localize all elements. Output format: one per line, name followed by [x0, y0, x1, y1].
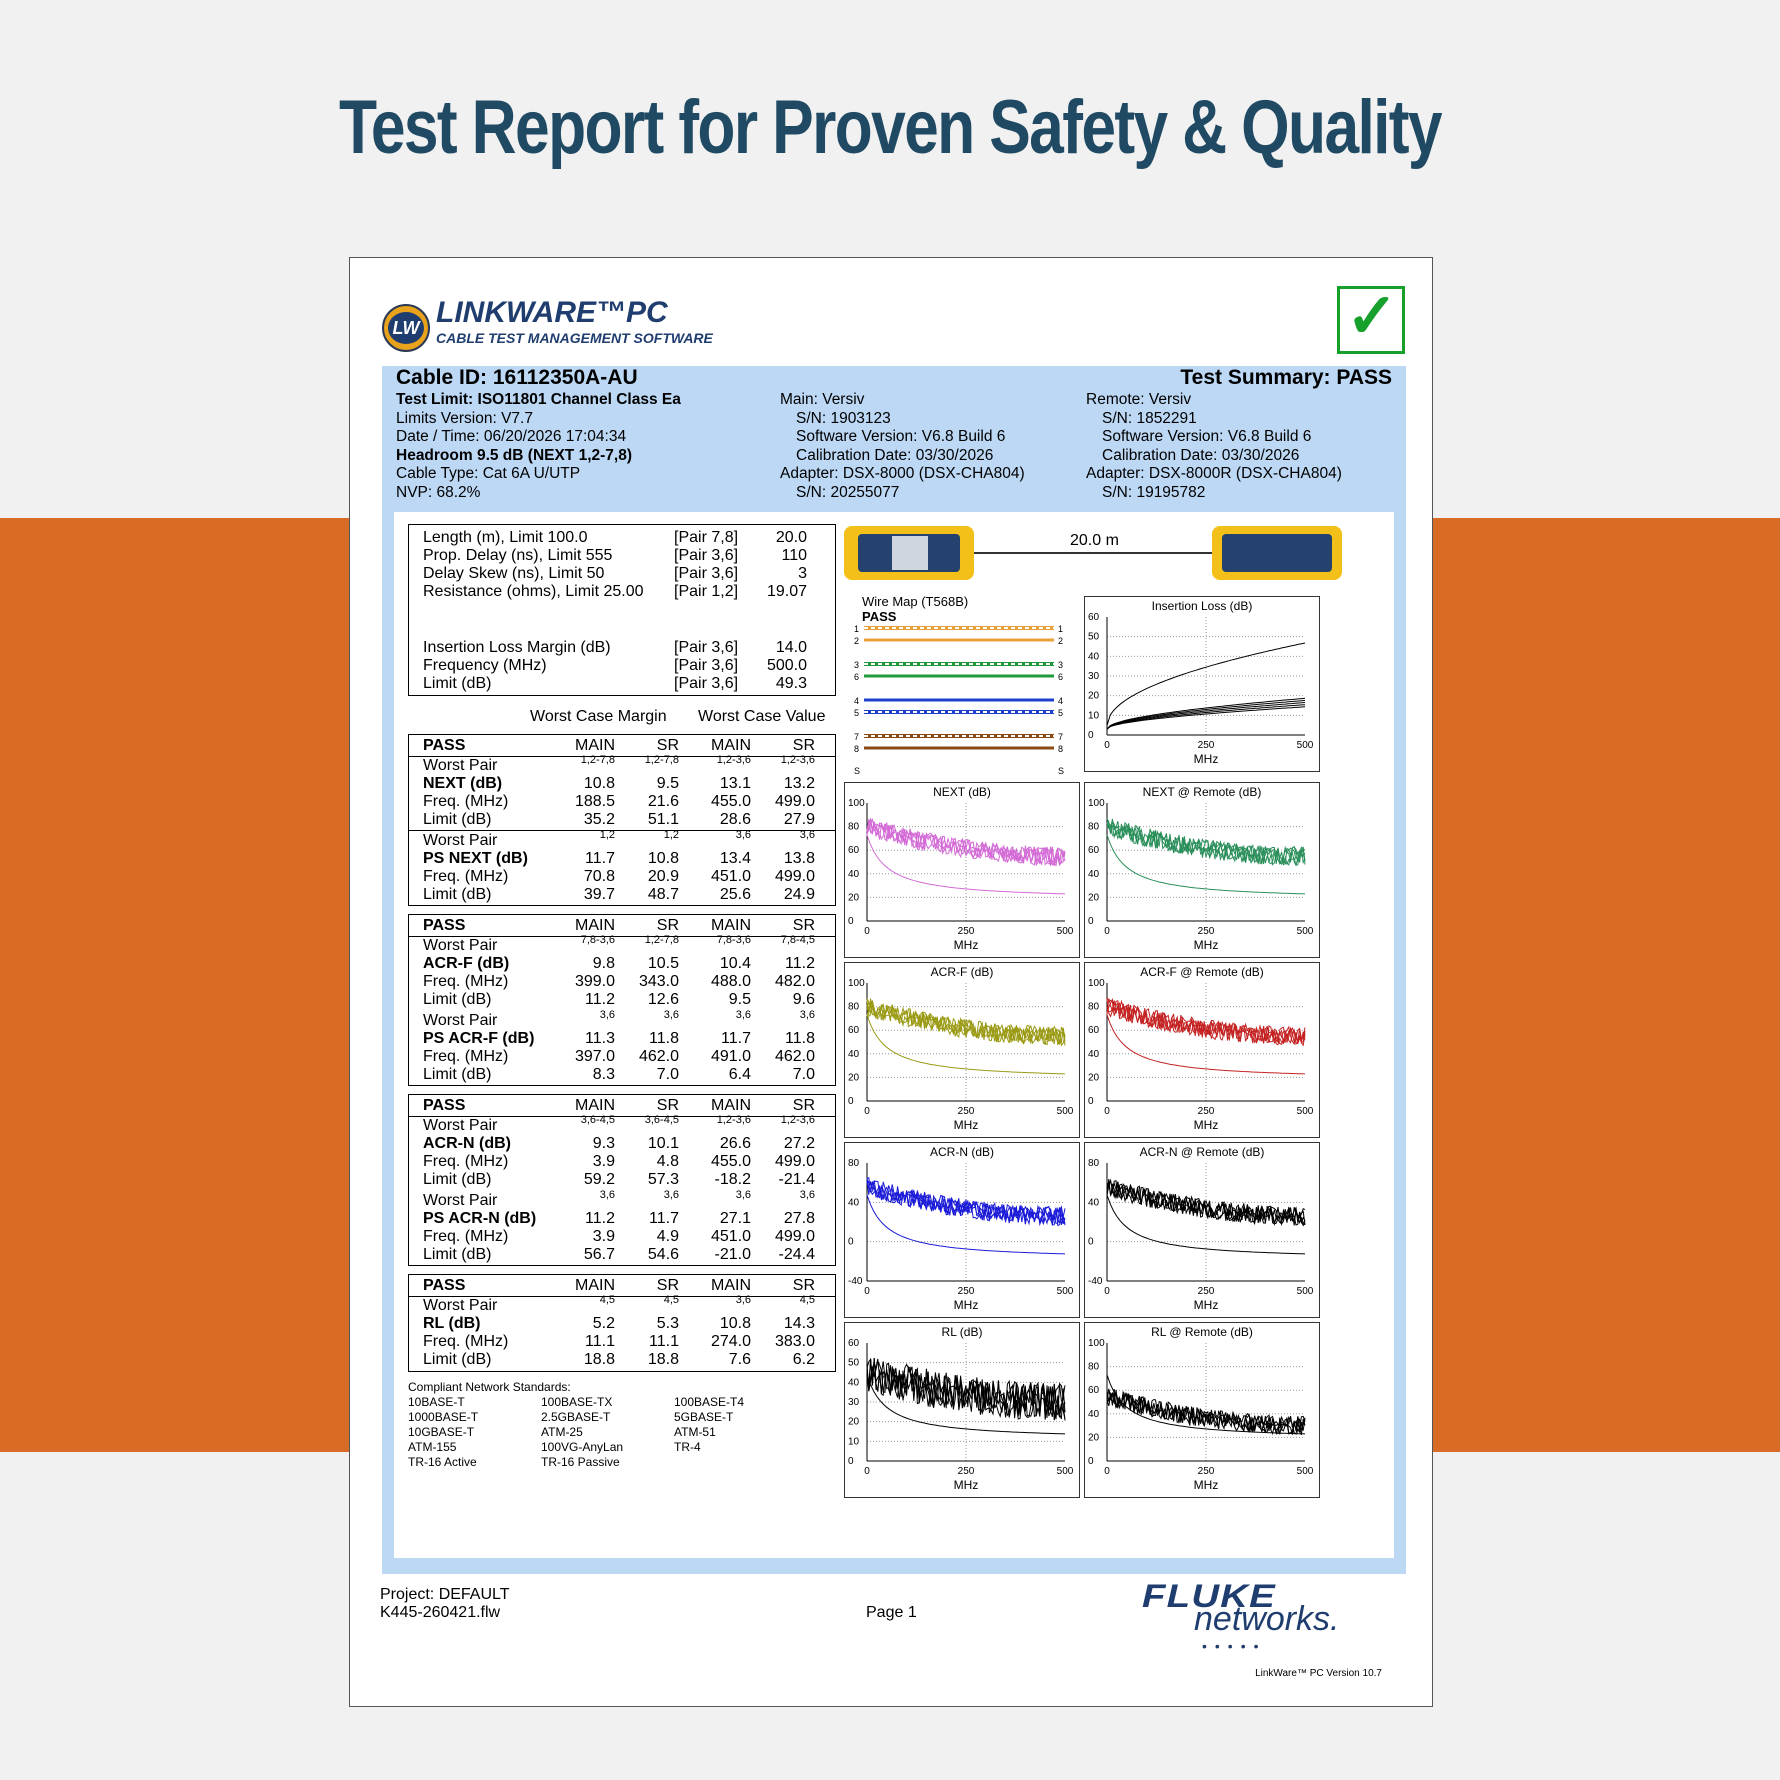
y-tick-label: 80	[848, 1001, 860, 1013]
next-group: PASS MAIN SR MAIN SR Worst Pair 1,2-7,8 1,2-7,8 1,2-3,6 1,2-3,6 NEXT (dB) 10.8 9.5 13.1 13.2 Freq. (MHz) 188.5 21.6 455.0 499.0 Limit (dB) 35.2 51.1 28.6 27.9 Worst Pair 1,2 1,2 3,6 3,6 PS NEXT (dB) 11.7 10.8 13.4 13.8 Freq. (MHz) 70.8 20.9 451.0 499.0 Limit (dB) 39.7 48.7 25.6 24.9	[408, 734, 836, 906]
wiremap-pin-label: 7	[1058, 732, 1064, 742]
x-axis-label: MHz	[953, 1118, 979, 1132]
wiremap-pin-label: 2	[1058, 636, 1064, 646]
x-tick-label: 0	[1104, 926, 1110, 937]
y-tick-label: 80	[848, 821, 860, 833]
y-tick-label: 60	[848, 1338, 860, 1349]
wiremap-pin-label: 4	[854, 696, 860, 706]
x-tick-label: 0	[864, 926, 870, 937]
y-tick-label: 20	[1088, 1432, 1100, 1444]
y-tick-label: 40	[1088, 651, 1100, 663]
header-left: Test Limit: ISO11801 Channel Class Ea Limits Version: V7.7 Date / Time: 06/20/2026 17:04:34 Headroom 9.5 dB (NEXT 1,2-7,8) Cable Type: Cat 6A U/UTP NVP: 68.2%	[396, 391, 681, 501]
x-tick-label: 500	[1056, 926, 1074, 937]
logo-name: LINKWARE™PC	[436, 296, 668, 329]
worst-case-margin-header: Worst Case Margin	[530, 708, 667, 725]
x-tick-label: 500	[1296, 926, 1314, 937]
y-tick-label: 20	[1088, 690, 1100, 702]
report-body	[394, 512, 1394, 1558]
y-tick-label: 50	[848, 1357, 860, 1369]
wiremap-status: PASS	[862, 609, 897, 624]
x-tick-label: 0	[1104, 740, 1110, 751]
compliant-standards: Compliant Network Standards: 10BASE-T 100BASE-TX 100BASE-T4 1000BASE-T 2.5GBASE-T 5GBASE-T 10GBASE-T ATM-25 ATM-51 ATM-155 100VG-AnyLan TR-4 TR-16 Active TR-16 Passive	[408, 1380, 745, 1469]
x-axis-label: MHz	[1193, 752, 1219, 766]
x-axis-label: MHz	[953, 1298, 979, 1312]
x-tick-label: 250	[957, 1466, 975, 1477]
x-axis-label: MHz	[1193, 938, 1219, 952]
x-tick-label: 0	[864, 1286, 870, 1297]
acrfr-chart	[1084, 962, 1320, 1138]
wiremap-pin-label: 1	[854, 624, 860, 634]
x-axis-label: MHz	[1193, 1118, 1219, 1132]
y-tick-label: 80	[1088, 821, 1100, 833]
il-chart	[1084, 596, 1320, 772]
y-tick-label: 40	[848, 1197, 860, 1209]
chart-title: ACR-F (dB)	[930, 965, 994, 979]
chart-title: NEXT (dB)	[933, 785, 991, 799]
x-tick-label: 250	[1197, 1106, 1215, 1117]
worst-case-value-header: Worst Case Value	[698, 708, 826, 725]
x-tick-label: 250	[1197, 1466, 1215, 1477]
y-tick-label: 30	[1088, 671, 1100, 682]
wiremap-pin-label: 3	[854, 660, 860, 670]
page-headline: Test Report for Proven Safety & Quality	[339, 85, 1441, 170]
summary-row: Prop. Delay (ns), Limit 555 [Pair 3,6] 110	[423, 547, 807, 564]
y-tick-label: 60	[848, 1025, 860, 1037]
test-report-sheet	[349, 257, 1433, 1707]
x-tick-label: 500	[1296, 1106, 1314, 1117]
y-tick-label: 100	[848, 978, 865, 989]
lw-badge-icon: LW	[382, 304, 430, 352]
remote-unit-icon	[1212, 526, 1342, 580]
y-tick-label: 20	[848, 1072, 860, 1084]
y-tick-label: 100	[848, 798, 865, 809]
limit-line	[1107, 835, 1305, 894]
test-summary: Test Summary: PASS	[1180, 366, 1392, 389]
y-tick-label: 40	[1088, 1048, 1100, 1060]
link-length: 20.0 m	[1070, 532, 1119, 549]
y-tick-label: 40	[848, 1377, 860, 1389]
fluke-dots: •••••	[1202, 1638, 1267, 1654]
y-tick-label: 100	[1088, 978, 1105, 989]
y-tick-label: 50	[1088, 631, 1100, 643]
x-tick-label: 500	[1296, 740, 1314, 751]
y-tick-label: 80	[1088, 1361, 1100, 1373]
wiremap-pin-label: 1	[1058, 624, 1064, 634]
header-remote: Remote: Versiv S/N: 1852291 Software Version: V6.8 Build 6 Calibration Date: 03/30/2026 Adapter: DSX-8000R (DSX-CHA804) S/N: 19195782	[1086, 391, 1342, 501]
limit-line	[1107, 1015, 1305, 1074]
wiremap-pin-label: 2	[854, 636, 860, 646]
wiremap-title: Wire Map (T568B)	[862, 594, 969, 609]
wiremap-pin-label: 6	[1058, 672, 1064, 682]
cable-link	[974, 552, 1212, 554]
wiremap-shield-label: S	[854, 766, 861, 776]
y-tick-label: 20	[1088, 1072, 1100, 1084]
header-main: Main: Versiv S/N: 1903123 Software Version: V6.8 Build 6 Calibration Date: 03/30/2026 Adapter: DSX-8000 (DSX-CHA804) S/N: 20255077	[780, 391, 1025, 501]
x-tick-label: 0	[1104, 1286, 1110, 1297]
x-tick-label: 250	[1197, 926, 1215, 937]
acr-f-group: PASS MAIN SR MAIN SR Worst Pair 7,8-3,6 1,2-7,8 7,8-3,6 7,8-4,5 ACR-F (dB) 9.8 10.5 10.4 11.2 Freq. (MHz) 399.0 343.0 488.0 482.0 Limit (dB) 11.2 12.6 9.5 9.6 Worst Pair 3,6 3,6 3,6 3,6 PS ACR-F (dB) 11.3 11.8 11.7 11.8 Freq. (MHz) 397.0 462.0 491.0 462.0 Limit (dB) 8.3 7.0 6.4 7.0	[408, 914, 836, 1086]
x-axis-label: MHz	[953, 938, 979, 952]
x-tick-label: 500	[1296, 1286, 1314, 1297]
y-tick-label: 40	[848, 1048, 860, 1060]
x-tick-label: 500	[1056, 1466, 1074, 1477]
rl-group: PASS MAIN SR MAIN SR Worst Pair 4,5 4,5 3,6 4,5 RL (dB) 5.2 5.3 10.8 14.3 Freq. (MHz) 11.1 11.1 274.0 383.0 Limit (dB) 18.8 18.8 7.6 6.2	[408, 1274, 836, 1372]
y-tick-label: -40	[1088, 1276, 1103, 1287]
y-tick-label: 20	[848, 1416, 860, 1428]
x-tick-label: 250	[1197, 1286, 1215, 1297]
linkware-version: LinkWare™ PC Version 10.7	[1255, 1668, 1382, 1679]
x-axis-label: MHz	[1193, 1478, 1219, 1492]
acrn-chart	[844, 1142, 1080, 1318]
x-tick-label: 0	[1104, 1466, 1110, 1477]
rl-chart	[844, 1322, 1080, 1498]
wiremap-pin-label: 8	[854, 744, 860, 754]
y-tick-label: 100	[1088, 1338, 1105, 1349]
y-tick-label: 0	[1088, 1456, 1094, 1467]
summary-row: Delay Skew (ns), Limit 50 [Pair 3,6] 3	[423, 565, 807, 582]
x-tick-label: 500	[1056, 1286, 1074, 1297]
chart-title: RL (dB)	[941, 1325, 983, 1339]
chart-title: ACR-F @ Remote (dB)	[1140, 965, 1264, 979]
wiremap-pin-label: 3	[1058, 660, 1064, 670]
y-tick-label: 60	[1088, 1025, 1100, 1037]
y-tick-label: 30	[848, 1397, 860, 1408]
y-tick-label: 0	[848, 916, 854, 927]
x-tick-label: 250	[957, 1106, 975, 1117]
next-chart	[844, 782, 1080, 958]
y-tick-label: 0	[1088, 916, 1094, 927]
chart-title: Insertion Loss (dB)	[1151, 599, 1253, 613]
file-name: K445-260421.flw	[380, 1604, 501, 1621]
project-name: Project: DEFAULT	[380, 1586, 510, 1603]
wiremap-pin-label: 4	[1058, 696, 1064, 706]
y-tick-label: 80	[1088, 1158, 1100, 1169]
x-axis-label: MHz	[953, 1478, 979, 1492]
nextr-chart	[1084, 782, 1320, 958]
y-tick-label: 60	[1088, 845, 1100, 857]
chart-title: NEXT @ Remote (dB)	[1142, 785, 1262, 799]
y-tick-label: 20	[848, 892, 860, 904]
y-tick-label: 60	[1088, 1385, 1100, 1397]
y-tick-label: 40	[1088, 1197, 1100, 1209]
y-tick-label: 0	[848, 1456, 854, 1467]
y-tick-label: 10	[848, 1436, 860, 1448]
y-tick-label: 80	[848, 1158, 860, 1169]
fluke-logo: FLUKE	[1142, 1578, 1276, 1614]
summary-box	[408, 524, 836, 696]
x-tick-label: 250	[957, 926, 975, 937]
y-tick-label: 80	[1088, 1001, 1100, 1013]
x-tick-label: 500	[1056, 1106, 1074, 1117]
x-tick-label: 250	[1197, 740, 1215, 751]
summary-row: Insertion Loss Margin (dB) [Pair 3,6] 14.0	[423, 639, 807, 656]
series-line	[1107, 1390, 1305, 1434]
x-tick-label: 250	[957, 1286, 975, 1297]
rlr-chart	[1084, 1322, 1320, 1498]
acrf-chart	[844, 962, 1080, 1138]
y-tick-label: 0	[848, 1236, 854, 1248]
y-tick-label: 40	[1088, 1408, 1100, 1420]
y-tick-label: 40	[848, 868, 860, 880]
wiremap-pin-label: 8	[1058, 744, 1064, 754]
y-tick-label: 0	[848, 1096, 854, 1107]
summary-row: Resistance (ohms), Limit 25.00 [Pair 1,2] 19.07	[423, 583, 807, 600]
summary-row: Limit (dB) [Pair 3,6] 49.3	[423, 675, 807, 692]
x-axis-label: MHz	[1193, 1298, 1219, 1312]
main-unit-icon	[844, 526, 974, 580]
x-tick-label: 500	[1296, 1466, 1314, 1477]
y-tick-label: 60	[1088, 612, 1100, 623]
networks-logo: networks.	[1194, 1600, 1340, 1638]
acr-n-group: PASS MAIN SR MAIN SR Worst Pair 3,6-4,5 3,6-4,5 1,2-3,6 1,2-3,6 ACR-N (dB) 9.3 10.1 26.6 27.2 Freq. (MHz) 3.9 4.8 455.0 499.0 Limit (dB) 59.2 57.3 -18.2 -21.4 Worst Pair 3,6 3,6 3,6 3,6 PS ACR-N (dB) 11.2 11.7 27.1 27.8 Freq. (MHz) 3.9 4.9 451.0 499.0 Limit (dB) 56.7 54.6 -21.0 -24.4	[408, 1094, 836, 1266]
wiremap-shield-label: S	[1058, 766, 1065, 776]
chart-title: RL @ Remote (dB)	[1151, 1325, 1253, 1339]
wiremap-pin-label: 5	[854, 708, 860, 718]
page-number: Page 1	[866, 1604, 917, 1621]
x-tick-label: 0	[864, 1466, 870, 1477]
y-tick-label: 10	[1088, 710, 1100, 722]
y-tick-label: 0	[1088, 1236, 1094, 1248]
x-tick-label: 0	[864, 1106, 870, 1117]
logo-subtitle: CABLE TEST MANAGEMENT SOFTWARE	[436, 330, 713, 346]
wiremap-pin-label: 7	[854, 732, 860, 742]
y-tick-label: 100	[1088, 798, 1105, 809]
wiremap-pin-label: 5	[1058, 708, 1064, 718]
chart-title: ACR-N (dB)	[929, 1145, 995, 1159]
cable-id: Cable ID: 16112350A-AU	[396, 366, 638, 389]
wiremap-pin-label: 6	[854, 672, 860, 682]
y-tick-label: 40	[1088, 868, 1100, 880]
y-tick-label: 0	[1088, 1096, 1094, 1107]
summary-row: Frequency (MHz) [Pair 3,6] 500.0	[423, 657, 807, 674]
limit-line	[867, 835, 1065, 894]
chart-title: ACR-N @ Remote (dB)	[1139, 1145, 1265, 1159]
y-tick-label: 20	[1088, 892, 1100, 904]
y-tick-label: -40	[848, 1276, 863, 1287]
summary-row: Length (m), Limit 100.0 [Pair 7,8] 20.0	[423, 529, 807, 546]
y-tick-label: 60	[848, 845, 860, 857]
x-tick-label: 0	[1104, 1106, 1110, 1117]
series-line	[867, 1359, 1065, 1419]
pass-check-icon: ✓	[1337, 286, 1405, 354]
acrnr-chart	[1084, 1142, 1320, 1318]
limit-line	[1107, 1195, 1305, 1254]
y-tick-label: 0	[1088, 730, 1094, 741]
wire-map	[844, 594, 1074, 776]
